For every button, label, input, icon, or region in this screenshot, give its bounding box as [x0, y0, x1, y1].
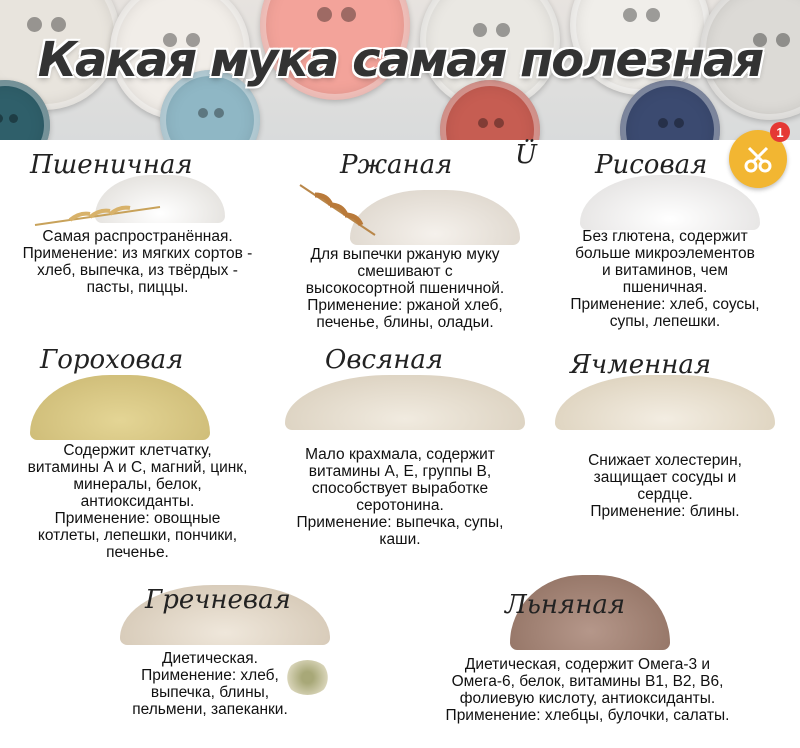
description-line: Применение: ржаной хлеб,	[307, 297, 503, 314]
description-line: Для выпечки ржаную муку	[310, 246, 500, 263]
description-line: Применение: хлеб, соусы,	[570, 296, 760, 313]
flour-description-wheat	[0, 228, 275, 296]
description-line: витамины А, Е, группы В,	[308, 463, 492, 480]
description-line: способствует выработке	[311, 480, 489, 497]
flour-name-barley: Ячменная	[570, 350, 712, 380]
description-line: пельмени, запеканки.	[132, 701, 288, 718]
flour-description-flax	[405, 656, 770, 724]
description-line: Применение: хлеб,	[141, 667, 279, 684]
flour-name-rice: Рисовая	[595, 150, 708, 180]
flour-description-barley	[545, 452, 785, 520]
description-line: Содержит клетчатку,	[63, 442, 212, 459]
description-line: Мало крахмала, содержит	[305, 446, 495, 463]
flour-name-wheat: Пшеничная	[30, 150, 193, 180]
description-line: больше микроэлементов	[575, 245, 755, 262]
flour-name-pea: Гороховая	[40, 345, 184, 375]
flour-name-buckwheat: Гречневая	[145, 585, 291, 615]
description-line: Омега-6, белок, витамины В1, В2, В6,	[451, 673, 724, 690]
description-line: Диетическая.	[162, 650, 258, 667]
description-line: Применение: овощные	[54, 510, 221, 527]
description-line: Применение: блины.	[590, 503, 740, 520]
description-line: пшеничная.	[622, 279, 708, 296]
description-line: Применение: из мягких сортов -	[22, 245, 253, 262]
description-line: каши.	[379, 531, 421, 548]
description-line: супы, лепешки.	[609, 313, 721, 330]
description-line: котлеты, лепешки, пончики,	[37, 527, 238, 544]
decorative-mark: Ü	[515, 140, 537, 170]
flour-description-oat	[265, 446, 535, 548]
description-line: Применение: выпечка, супы,	[296, 514, 504, 531]
description-line: Применение: хлебцы, булочки, салаты.	[445, 707, 730, 724]
rye-ears-icon	[295, 180, 385, 240]
page-title: Какая мука самая полезная	[37, 32, 763, 88]
flour-name-flax: Льняная	[505, 590, 626, 620]
description-line: защищает сосуды и	[593, 469, 737, 486]
flour-name-oat: Овсяная	[325, 345, 444, 375]
description-line: и витаминов, чем	[601, 262, 729, 279]
description-line: пасты, пиццы.	[86, 279, 189, 296]
description-line: антиоксиданты.	[80, 493, 195, 510]
flour-name-rye: Ржаная	[340, 150, 453, 180]
description-line: Диетическая, содержит Омега-3 и	[464, 656, 711, 673]
description-line: смешивают с	[357, 263, 453, 280]
description-line: минералы, белок,	[73, 476, 202, 493]
flour-description-rice	[540, 228, 790, 330]
description-line: серотонина.	[356, 497, 444, 514]
description-line: хлеб, выпечка, из твёрдых -	[37, 262, 238, 279]
flour-description-pea	[0, 442, 275, 561]
description-line: витамины А и С, магний, цинк,	[27, 459, 248, 476]
description-line: Снижает холестерин,	[588, 452, 742, 469]
badge-counter: 1	[770, 122, 790, 142]
description-line: фолиевую кислоту, антиоксиданты.	[459, 690, 716, 707]
flour-description-buckwheat	[110, 650, 310, 718]
flour-description-rye	[275, 246, 535, 331]
description-line: сердце.	[637, 486, 693, 503]
description-line: печенье.	[106, 544, 169, 561]
description-line: выпечка, блины,	[150, 684, 270, 701]
description-line: Без глютена, содержит	[582, 228, 748, 245]
description-line: высокосортной пшеничной.	[305, 280, 505, 297]
description-line: печенье, блины, оладьи.	[316, 314, 494, 331]
description-line: Самая распространённая.	[42, 228, 233, 245]
scissors-icon	[741, 142, 775, 176]
